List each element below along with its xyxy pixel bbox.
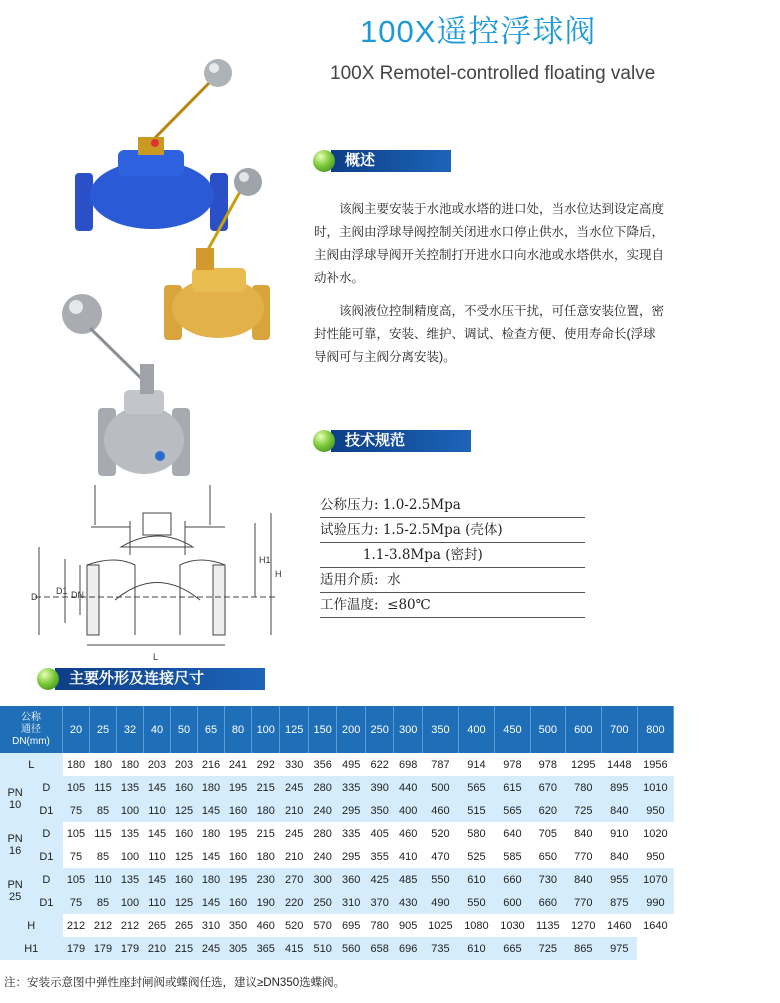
table-cell: 240 — [313, 850, 332, 863]
table-cell: 460 — [398, 827, 418, 840]
table-cell: 550 — [458, 891, 494, 914]
table-cell: 135 — [117, 776, 144, 799]
table-cell: 415 — [280, 937, 308, 960]
page-subtitle: 100X Remotel-controlled floating valve — [330, 63, 656, 84]
spec-nominal-pressure: 公称压力: 1.0-2.5Mpa — [320, 493, 585, 518]
table-cell: 245 — [198, 937, 225, 960]
table-cell: 230 — [252, 868, 280, 891]
table-cell: 950 — [646, 850, 665, 863]
label-h1: H1 — [259, 555, 271, 565]
header-dn-value: 80 — [225, 706, 252, 753]
table-cell: 310 — [337, 891, 365, 914]
table-cell: 180 — [201, 827, 221, 840]
table-cell: 145 — [198, 799, 225, 822]
label-dn: DN — [71, 590, 84, 600]
table-cell: 978 — [503, 758, 522, 771]
header-dn-value: 150 — [308, 706, 336, 753]
bullet-ball-icon — [37, 668, 59, 690]
table-cell: 100 — [117, 891, 144, 914]
section-title: 主要外形及连接尺寸 — [55, 668, 265, 690]
table-cell: 990 — [637, 891, 673, 914]
valve-dimension-diagram — [25, 485, 290, 665]
table-cell: 195 — [225, 868, 252, 891]
table-cell: 585 — [503, 850, 522, 863]
table-cell: 145 — [198, 891, 225, 914]
label-l: L — [153, 652, 159, 662]
table-cell: 300 — [308, 868, 336, 891]
table-cell: 580 — [467, 827, 486, 840]
page-title: 100X遥控浮球阀 — [360, 14, 597, 49]
label-h: H — [275, 569, 282, 579]
table-cell: 135 — [117, 868, 144, 891]
row-label: H — [0, 914, 63, 937]
table-cell: 215 — [256, 827, 275, 840]
row-sub-label: D — [30, 822, 62, 845]
table-cell: 270 — [280, 868, 308, 891]
spec-temperature: 工作温度: ≤80℃ — [320, 593, 585, 618]
table-cell: 660 — [530, 891, 565, 914]
table-cell: 280 — [313, 827, 332, 840]
table-cell: 1448 — [607, 758, 632, 771]
table-cell: 914 — [467, 758, 486, 771]
table-cell: 390 — [365, 776, 393, 799]
table-cell: 658 — [365, 937, 393, 960]
table-cell: 215 — [252, 776, 280, 799]
table-cell: 725 — [530, 937, 565, 960]
table-cell: 212 — [120, 919, 140, 932]
table-cell: 410 — [398, 850, 418, 863]
table-cell: 179 — [90, 937, 117, 960]
header-dn-value: 200 — [337, 706, 365, 753]
table-cell: 650 — [538, 850, 558, 863]
table-cell: 350 — [228, 919, 248, 932]
table-cell: 145 — [144, 776, 171, 799]
table-cell: 665 — [494, 937, 530, 960]
header-dn-value: 700 — [601, 706, 637, 753]
table-cell: 195 — [225, 776, 252, 799]
table-cell: 100 — [117, 799, 144, 822]
table-row — [0, 914, 674, 937]
table-cell: 910 — [610, 827, 629, 840]
row-sub-label: D1 — [30, 845, 62, 868]
table-cell: 440 — [394, 776, 422, 799]
label-d1: D1 — [56, 586, 68, 596]
row-label: L — [0, 753, 63, 776]
spec-list — [320, 493, 585, 618]
table-cell: 110 — [144, 799, 171, 822]
product-photo-steel-valve — [60, 290, 200, 485]
table-cell: 485 — [394, 868, 422, 891]
table-cell: 265 — [174, 919, 194, 932]
table-row — [0, 799, 674, 822]
table-cell: 460 — [422, 799, 458, 822]
table-cell: 265 — [147, 919, 167, 932]
table-cell: 160 — [228, 850, 248, 863]
table-cell: 212 — [66, 919, 86, 932]
spec-medium: 适用介质: 水 — [320, 568, 585, 593]
table-cell: 510 — [308, 937, 336, 960]
table-cell: 780 — [565, 776, 601, 799]
table-header-row — [0, 706, 674, 753]
table-cell: 115 — [90, 776, 117, 799]
table-cell: 696 — [394, 937, 422, 960]
table-cell: 203 — [147, 758, 167, 771]
table-cell: 215 — [171, 937, 198, 960]
table-cell: 330 — [285, 758, 304, 771]
table-cell: 565 — [494, 799, 530, 822]
table-cell: 180 — [198, 776, 225, 799]
header-dn-value: 350 — [422, 706, 458, 753]
table-cell: 490 — [422, 891, 458, 914]
row-sub-label: D1 — [30, 799, 62, 822]
table-cell: 670 — [530, 776, 565, 799]
header-dn-value: 20 — [63, 706, 90, 753]
table-row — [0, 776, 674, 799]
table-cell: 865 — [565, 937, 601, 960]
header-dn-value: 500 — [530, 706, 565, 753]
overview-paragraph-2: 该阀液位控制精度高，不受水压干扰，可任意安装位置，密封性能可靠，安装、维护、调试、检查方便、使用寿命长(浮球导阀可与主阀分离安装)。 — [314, 304, 665, 364]
table-cell: 550 — [422, 868, 458, 891]
table-cell: 125 — [174, 850, 194, 863]
table-cell: 295 — [337, 799, 365, 822]
table-cell: 520 — [285, 919, 304, 932]
table-cell: 560 — [337, 937, 365, 960]
table-cell: 495 — [342, 758, 361, 771]
table-cell: 115 — [94, 827, 112, 840]
row-label: H1 — [0, 937, 63, 960]
row-group-label: PN 25 — [0, 868, 30, 914]
header-dn-value: 400 — [458, 706, 494, 753]
table-cell: 180 — [256, 850, 275, 863]
header-dn-label: 公称 通径 DN(mm) — [0, 706, 63, 753]
table-cell: 705 — [538, 827, 558, 840]
table-cell: 100 — [120, 850, 140, 863]
table-cell: 160 — [225, 891, 252, 914]
table-cell: 105 — [63, 868, 90, 891]
table-cell: 245 — [280, 776, 308, 799]
table-cell: 180 — [198, 868, 225, 891]
table-cell: 840 — [601, 799, 637, 822]
table-row — [0, 845, 674, 868]
table-cell: 405 — [370, 827, 389, 840]
table-cell: 292 — [256, 758, 275, 771]
table-cell: 212 — [93, 919, 113, 932]
table-cell: 1295 — [571, 758, 596, 771]
header-dn-value: 100 — [252, 706, 280, 753]
table-cell: 280 — [308, 776, 336, 799]
table-cell: 356 — [313, 758, 332, 771]
table-cell: 840 — [565, 868, 601, 891]
table-cell: 355 — [370, 850, 389, 863]
table-cell: 335 — [337, 776, 365, 799]
table-cell: 610 — [458, 937, 494, 960]
header-dn-value: 600 — [565, 706, 601, 753]
label-d: D — [31, 592, 38, 602]
table-cell: 787 — [431, 758, 450, 771]
table-cell: 780 — [370, 919, 389, 932]
table-cell: 240 — [308, 799, 336, 822]
table-cell: 160 — [171, 868, 198, 891]
table-cell: 160 — [171, 776, 198, 799]
table-cell: 400 — [394, 799, 422, 822]
table-cell: 1956 — [643, 758, 668, 771]
table-cell: 145 — [201, 850, 221, 863]
table-cell: 216 — [201, 758, 221, 771]
table-cell: 875 — [601, 891, 637, 914]
section-header-dims — [37, 666, 265, 692]
table-row — [0, 891, 674, 914]
table-cell: 1025 — [428, 919, 453, 932]
table-cell: 955 — [601, 868, 637, 891]
table-cell: 210 — [280, 799, 308, 822]
table-cell: 75 — [69, 850, 83, 863]
table-cell: 365 — [252, 937, 280, 960]
table-cell: 360 — [337, 868, 365, 891]
table-cell: 425 — [365, 868, 393, 891]
table-cell: 210 — [285, 850, 304, 863]
table-cell: 1270 — [571, 919, 596, 932]
dimensions-table — [0, 706, 674, 960]
table-cell: 1640 — [643, 919, 668, 932]
header-dn-value: 40 — [144, 706, 171, 753]
table-cell: 660 — [494, 868, 530, 891]
table-cell: 725 — [565, 799, 601, 822]
table-cell: 250 — [308, 891, 336, 914]
header-dn-value: 800 — [637, 706, 673, 753]
table-cell: 895 — [601, 776, 637, 799]
table-cell: 180 — [120, 758, 140, 771]
header-dn-value: 25 — [90, 706, 117, 753]
header-dn-value: 125 — [280, 706, 308, 753]
table-cell: 190 — [252, 891, 280, 914]
table-cell: 75 — [63, 891, 90, 914]
table-cell: 350 — [365, 799, 393, 822]
table-cell: 241 — [228, 758, 248, 771]
table-cell: 335 — [342, 827, 361, 840]
table-cell: 500 — [422, 776, 458, 799]
table-cell: 160 — [174, 827, 194, 840]
table-cell: 975 — [601, 937, 637, 960]
table-cell: 85 — [90, 891, 117, 914]
table-cell: 110 — [148, 850, 166, 863]
table-cell: 640 — [503, 827, 522, 840]
row-group-label: PN 10 — [0, 776, 30, 822]
header-dn-value: 250 — [365, 706, 393, 753]
table-cell: 950 — [637, 799, 673, 822]
table-cell: 430 — [394, 891, 422, 914]
overview-paragraph-1: 该阀主要安装于水池或水塔的进口处，当水位达到设定高度时，主阀由浮球导阀控制关闭进水口停止供水，当水位下降后，主阀由浮球导阀开关控制打开进水口向水池或水塔供水，实现自动补水。 — [314, 202, 665, 285]
table-row — [0, 822, 674, 845]
table-cell: 1010 — [637, 776, 673, 799]
table-cell: 145 — [147, 827, 167, 840]
table-cell: 570 — [313, 919, 332, 932]
table-cell: 770 — [574, 850, 593, 863]
table-cell: 75 — [63, 799, 90, 822]
table-cell: 620 — [530, 799, 565, 822]
table-cell: 180 — [93, 758, 113, 771]
table-cell: 1020 — [643, 827, 668, 840]
section-title: 技术规范 — [331, 430, 471, 452]
header-dn-value: 32 — [117, 706, 144, 753]
table-cell: 180 — [66, 758, 86, 771]
header-dn-value: 50 — [171, 706, 198, 753]
table-cell: 125 — [171, 799, 198, 822]
table-cell: 978 — [538, 758, 558, 771]
spec-test-pressure-shell: 试验压力: 1.5-2.5Mpa (壳体) — [320, 518, 585, 543]
table-cell: 905 — [398, 919, 418, 932]
section-title: 概述 — [331, 150, 451, 172]
table-cell: 600 — [494, 891, 530, 914]
bullet-ball-icon — [313, 150, 335, 172]
header-dn-value: 450 — [494, 706, 530, 753]
table-cell: 305 — [225, 937, 252, 960]
table-cell: 105 — [66, 827, 86, 840]
table-cell: 525 — [467, 850, 486, 863]
table-cell: 460 — [256, 919, 275, 932]
table-cell: 1135 — [536, 919, 560, 932]
table-cell: 770 — [565, 891, 601, 914]
table-cell: 840 — [574, 827, 593, 840]
table-cell: 565 — [458, 776, 494, 799]
table-cell: 615 — [494, 776, 530, 799]
table-cell: 85 — [90, 799, 117, 822]
table-cell: 110 — [144, 891, 171, 914]
table-cell: 85 — [96, 850, 110, 863]
section-header-spec — [313, 428, 471, 454]
table-cell: 735 — [422, 937, 458, 960]
table-cell: 622 — [370, 758, 389, 771]
table-cell: 135 — [120, 827, 140, 840]
table-cell: 180 — [252, 799, 280, 822]
table-cell: 295 — [342, 850, 361, 863]
table-cell: 1460 — [607, 919, 632, 932]
table-row — [0, 753, 674, 776]
table-cell: 179 — [117, 937, 144, 960]
table-cell: 515 — [458, 799, 494, 822]
table-cell: 1070 — [637, 868, 673, 891]
table-cell: 730 — [530, 868, 565, 891]
footnote: 注：安装示意图中弹性座封闸阀或蝶阀任选，建议≥DN350选蝶阀。 — [4, 977, 346, 989]
table-cell: 695 — [342, 919, 361, 932]
section-header-overview — [313, 148, 451, 174]
table-cell: 1030 — [500, 919, 525, 932]
bullet-ball-icon — [313, 430, 335, 452]
table-cell: 179 — [63, 937, 90, 960]
table-cell: 110 — [90, 868, 117, 891]
table-cell: 203 — [174, 758, 194, 771]
row-group-label: PN 16 — [0, 822, 30, 868]
table-cell: 310 — [201, 919, 221, 932]
table-cell: 245 — [285, 827, 304, 840]
table-row — [0, 937, 674, 960]
table-cell: 105 — [63, 776, 90, 799]
table-cell: 520 — [431, 827, 450, 840]
table-cell: 160 — [225, 799, 252, 822]
row-sub-label: D — [30, 868, 62, 891]
header-dn-value: 65 — [198, 706, 225, 753]
table-cell: 1080 — [464, 919, 489, 932]
table-cell: 470 — [431, 850, 450, 863]
table-cell: 370 — [365, 891, 393, 914]
table-cell: 125 — [171, 891, 198, 914]
table-cell: 145 — [144, 868, 171, 891]
row-sub-label: D1 — [30, 891, 62, 914]
table-cell: 610 — [458, 868, 494, 891]
spec-test-pressure-seal: 1.1-3.8Mpa (密封) — [320, 543, 585, 568]
table-cell: 840 — [610, 850, 629, 863]
row-sub-label: D — [30, 776, 62, 799]
header-dn-value: 300 — [394, 706, 422, 753]
table-cell: 210 — [144, 937, 171, 960]
table-cell: 195 — [228, 827, 248, 840]
table-row — [0, 868, 674, 891]
table-cell: 220 — [280, 891, 308, 914]
table-cell: 698 — [398, 758, 418, 771]
